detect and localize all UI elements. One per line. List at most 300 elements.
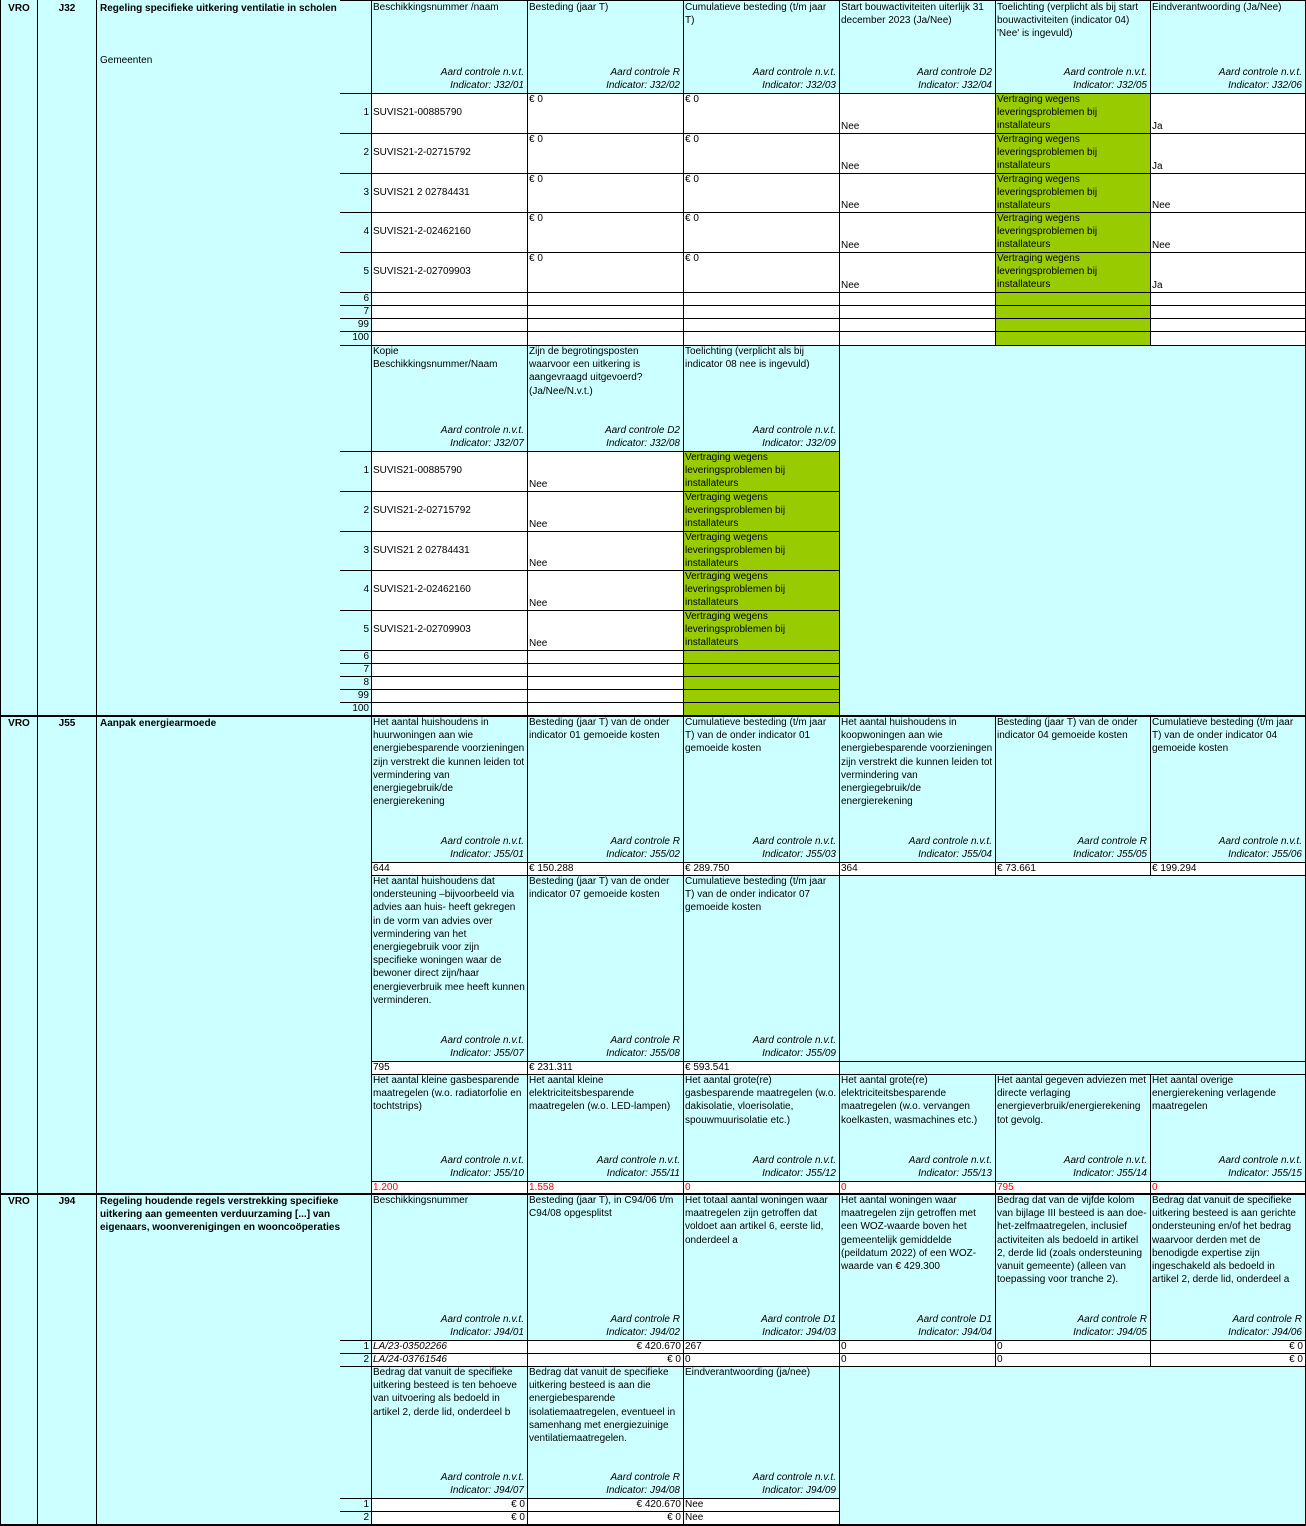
empty-cell[interactable] [1150, 292, 1305, 305]
data-cell[interactable]: Nee [527, 570, 683, 610]
value-cell[interactable]: 364 [839, 862, 995, 875]
header-meta [753, 1154, 836, 1180]
empty-cell[interactable] [527, 702, 683, 715]
data-cell[interactable]: Nee [1150, 212, 1305, 252]
column-header [683, 345, 839, 451]
empty-cell[interactable] [527, 689, 683, 702]
grid-line [340, 318, 1305, 319]
row-number: 2 [363, 1354, 369, 1365]
data-cell[interactable]: Nee [683, 1511, 839, 1524]
regulation-code: J55 [58, 718, 76, 729]
control-type: Aard controle R [610, 835, 680, 847]
data-cell[interactable]: € 0 [527, 173, 683, 212]
grid-line [340, 1353, 1305, 1354]
data-cell[interactable]: SUVIS21-2-02709903 [371, 610, 527, 650]
data-cell[interactable]: SUVIS21-00885790 [371, 93, 527, 133]
header-label: Kopie Beschikkingsnummer/Naam [373, 346, 498, 371]
dept-code: VRO [8, 1196, 30, 1207]
data-cell[interactable]: LA/24-03761546 [371, 1353, 527, 1366]
control-type: Aard controle D2 [916, 66, 992, 78]
data-cell[interactable]: Nee [839, 173, 995, 212]
column-header [995, 1194, 1150, 1340]
control-type: Aard controle R [610, 1471, 680, 1483]
data-cell[interactable]: Ja [1150, 252, 1305, 292]
header-meta [441, 1471, 524, 1497]
empty-cell[interactable] [527, 305, 683, 318]
empty-cell[interactable] [1150, 305, 1305, 318]
column-header [683, 875, 839, 1061]
grid-line [340, 93, 1305, 94]
empty-cell[interactable] [683, 676, 839, 689]
empty-cell[interactable] [371, 663, 527, 676]
comment-cell[interactable]: Vertraging wegens leveringsproblemen bij installateurs [995, 173, 1150, 212]
value-cell[interactable]: € 199.294 [1150, 862, 1305, 875]
data-cell[interactable]: LA/23-03502266 [371, 1340, 527, 1353]
column-header [371, 345, 527, 451]
value-cell[interactable]: € 289.750 [683, 862, 839, 875]
column-header [683, 1, 839, 93]
header-meta [441, 66, 524, 92]
column-header [527, 716, 683, 862]
control-type: Aard controle R [610, 66, 680, 78]
data-cell[interactable]: Nee [527, 451, 683, 491]
column-header [995, 1074, 1150, 1181]
empty-cell[interactable] [371, 676, 527, 689]
value-cell[interactable]: 0 [1150, 1181, 1305, 1193]
control-type: Aard controle n.v.t. [440, 1154, 524, 1166]
header-meta [1219, 835, 1302, 861]
empty-cell[interactable] [371, 702, 527, 715]
comment-cell[interactable]: Vertraging wegens leveringsproblemen bij installateurs [995, 252, 1150, 292]
row-number: 2 [363, 505, 369, 517]
grid-line [37, 0, 38, 1526]
header-meta [441, 1034, 524, 1060]
grid-line [340, 689, 839, 690]
row-number: 99 [357, 690, 369, 701]
row-number: 5 [363, 266, 369, 278]
indicator-code: Indicator: J94/05 [1073, 1326, 1147, 1338]
comment-cell[interactable]: Vertraging wegens leveringsproblemen bij installateurs [683, 610, 839, 650]
grid-line [340, 1340, 1305, 1341]
grid-line [683, 1366, 684, 1524]
header-meta [909, 835, 992, 861]
header-meta [1219, 1154, 1302, 1180]
comment-cell[interactable]: Vertraging wegens leveringsproblemen bij installateurs [683, 491, 839, 531]
value-cell[interactable]: 644 [371, 862, 527, 875]
grid-line [340, 212, 1305, 213]
grid-line [1150, 716, 1151, 875]
control-type: Aard controle n.v.t. [1218, 1154, 1302, 1166]
data-cell[interactable]: Nee [527, 610, 683, 650]
header-meta [753, 835, 836, 861]
header-meta [1219, 66, 1302, 92]
column-header [839, 1194, 995, 1340]
row-number: 1 [363, 465, 369, 477]
empty-cell[interactable] [1150, 331, 1305, 345]
header-label: Beschikkingsnummer /naam [373, 2, 499, 13]
header-meta [606, 1471, 680, 1497]
data-cell[interactable]: SUVIS21-2-02709903 [371, 252, 527, 292]
row-number: 5 [363, 624, 369, 636]
grid-line [839, 875, 840, 1074]
indicator-code: Indicator: J55/04 [918, 848, 992, 860]
header-label: Het aantal overige energierekening verlagende maatregelen [1152, 1075, 1276, 1113]
control-type: Aard controle D2 [604, 424, 680, 436]
grid-line [340, 610, 839, 611]
data-cell[interactable]: 0 [839, 1353, 995, 1366]
header-label: Besteding (jaar T) van de onder indicator 01 gemoeide kosten [529, 717, 670, 742]
control-type: Aard controle n.v.t. [440, 1471, 524, 1483]
data-cell[interactable]: € 0 [527, 1353, 683, 1366]
grid-line [340, 0, 1305, 1]
data-cell[interactable]: € 0 [683, 93, 839, 133]
control-type: Aard controle n.v.t. [752, 66, 836, 78]
empty-cell[interactable] [683, 702, 839, 715]
data-cell[interactable]: € 420.670 [527, 1340, 683, 1353]
empty-cell[interactable] [527, 676, 683, 689]
control-type: Aard controle R [610, 1034, 680, 1046]
empty-cell[interactable] [683, 650, 839, 663]
row-number: 1 [363, 1499, 369, 1510]
control-type: Aard controle n.v.t. [752, 835, 836, 847]
grid-line [340, 1366, 1305, 1367]
indicator-code: Indicator: J32/05 [1073, 79, 1147, 91]
header-label: Besteding (jaar T), in C94/06 t/m C94/08 opgesplitst [529, 1195, 674, 1220]
header-meta [753, 66, 836, 92]
grid-line [527, 716, 528, 875]
data-cell[interactable]: Nee [1150, 173, 1305, 212]
header-meta [753, 1471, 836, 1497]
indicator-code: Indicator: J94/08 [606, 1484, 680, 1496]
data-cell[interactable]: SUVIS21 2 02784431 [371, 531, 527, 570]
control-type: Aard controle n.v.t. [440, 835, 524, 847]
data-cell[interactable]: SUVIS21-00885790 [371, 451, 527, 491]
empty-cell[interactable] [527, 331, 683, 345]
empty-cell[interactable] [683, 318, 839, 331]
data-cell[interactable]: € 0 [371, 1511, 527, 1524]
empty-cell[interactable] [371, 318, 527, 331]
control-type: Aard controle n.v.t. [752, 1471, 836, 1483]
data-cell[interactable]: SUVIS21-2-02715792 [371, 491, 527, 531]
grid-line [371, 875, 372, 1074]
comment-cell[interactable]: Vertraging wegens leveringsproblemen bij installateurs [995, 133, 1150, 173]
data-cell[interactable]: Ja [1150, 133, 1305, 173]
empty-cell[interactable] [683, 305, 839, 318]
column-header [371, 1, 527, 93]
data-cell[interactable]: € 0 [527, 1511, 683, 1524]
indicator-code: Indicator: J55/05 [1073, 848, 1147, 860]
header-meta [1073, 835, 1147, 861]
indicator-code: Indicator: J55/09 [762, 1047, 836, 1059]
grid-line [0, 715, 1306, 717]
column-header [683, 716, 839, 862]
data-cell[interactable]: Nee [839, 212, 995, 252]
dept-code: VRO [8, 3, 30, 14]
grid-line [995, 716, 996, 875]
grid-line [527, 1074, 528, 1193]
indicator-code: Indicator: J94/04 [918, 1326, 992, 1338]
empty-cell[interactable] [527, 650, 683, 663]
header-meta [1064, 66, 1147, 92]
empty-cell[interactable] [995, 305, 1150, 318]
grid-line [683, 345, 684, 715]
value-cell[interactable]: € 150.288 [527, 862, 683, 875]
indicator-code: Indicator: J55/03 [762, 848, 836, 860]
indicator-code: Indicator: J94/07 [450, 1484, 524, 1496]
comment-cell[interactable]: Vertraging wegens leveringsproblemen bij installateurs [995, 212, 1150, 252]
data-cell[interactable]: € 0 [683, 133, 839, 173]
row-number: 8 [363, 677, 369, 688]
grid-line [1150, 1074, 1151, 1193]
header-label: Beschikkingsnummer [373, 1195, 469, 1206]
column-header [1150, 1, 1305, 93]
row-number: 100 [352, 332, 369, 343]
empty-cell[interactable] [995, 318, 1150, 331]
data-cell[interactable]: € 0 [683, 173, 839, 212]
regulation-subtitle: Gemeenten [100, 55, 153, 66]
control-type: Aard controle n.v.t. [1063, 1154, 1147, 1166]
empty-cell[interactable] [839, 305, 995, 318]
indicator-code: Indicator: J55/07 [450, 1047, 524, 1059]
empty-cell[interactable] [371, 331, 527, 345]
data-cell[interactable]: € 0 [683, 252, 839, 292]
comment-cell[interactable]: Vertraging wegens leveringsproblemen bij installateurs [683, 531, 839, 570]
control-type: Aard controle n.v.t. [752, 1154, 836, 1166]
comment-cell[interactable]: Vertraging wegens leveringsproblemen bij installateurs [683, 570, 839, 610]
empty-cell[interactable] [995, 331, 1150, 345]
empty-cell[interactable] [371, 650, 527, 663]
header-label: Het aantal grote(re) elektriciteitsbesparende maatregelen (w.o. vervangen koelkasten, wasmachines etc.) [841, 1075, 978, 1126]
grid-line [527, 345, 528, 715]
grid-line [340, 1498, 839, 1499]
empty-cell[interactable] [683, 331, 839, 345]
header-label: Zijn de begrotingsposten waarvoor een uitkering is aangevraagd uitgevoerd? (Ja/Nee/N.v.t.) [529, 346, 643, 397]
indicator-code: Indicator: J32/09 [762, 437, 836, 449]
header-label: Besteding (jaar T) [529, 2, 609, 13]
regulation-title: Regeling houdende regels verstrekking specifieke uitkering aan gemeenten verduurzaming [...] van eigenaars, woonverenigingen en wooncoöperaties [100, 1196, 341, 1234]
header-meta [1064, 1154, 1147, 1180]
column-header [995, 716, 1150, 862]
column-header [527, 345, 683, 451]
control-type: Aard controle n.v.t. [1063, 66, 1147, 78]
header-label: Het aantal huishoudens dat ondersteuning –bijvoorbeeld via advies aan huis- heeft gekregen in de vorm van advies over vermindering van het energiegebruik voor zijn specifieke woningen waar de bewoner direct zijn/haar energieverbruik mee heeft kunnen verminderen. [373, 876, 525, 1006]
empty-cell[interactable] [683, 292, 839, 305]
data-cell[interactable]: 0 [839, 1340, 995, 1353]
grid-line [340, 676, 839, 677]
data-cell[interactable]: € 0 [527, 93, 683, 133]
grid-line [340, 702, 839, 703]
empty-cell[interactable] [683, 689, 839, 702]
column-header [371, 716, 527, 862]
grid-line [371, 1061, 1305, 1062]
grid-line [371, 1074, 1305, 1075]
data-cell[interactable]: Nee [527, 531, 683, 570]
header-label: Het totaal aantal woningen waar maatregelen zijn getroffen dat voldoet aan artikel 6, eerste lid, onderdeel a [685, 1195, 828, 1246]
header-meta [606, 1313, 680, 1339]
indicator-code: Indicator: J32/08 [606, 437, 680, 449]
data-cell[interactable]: € 0 [527, 252, 683, 292]
indicator-code: Indicator: J55/01 [450, 848, 524, 860]
data-cell[interactable]: SUVIS21-2-02462160 [371, 570, 527, 610]
empty-cell[interactable] [527, 663, 683, 676]
data-cell[interactable]: 0 [683, 1353, 839, 1366]
grid-line [340, 345, 1305, 346]
header-meta [441, 1154, 524, 1180]
comment-cell[interactable]: Vertraging wegens leveringsproblemen bij installateurs [683, 451, 839, 491]
empty-cell[interactable] [995, 292, 1150, 305]
header-label: Het aantal kleine gasbesparende maatregelen (w.o. radiatorfolie en tochtstrips) [373, 1075, 522, 1113]
regulation-title: Aanpak energiearmoede [100, 718, 217, 729]
empty-cell[interactable] [371, 292, 527, 305]
empty-cell[interactable] [839, 318, 995, 331]
data-cell[interactable]: Nee [527, 491, 683, 531]
control-type: Aard controle n.v.t. [752, 424, 836, 436]
control-type: Aard controle n.v.t. [440, 1313, 524, 1325]
indicator-code: Indicator: J94/06 [1228, 1326, 1302, 1338]
data-cell[interactable]: Ja [1150, 93, 1305, 133]
header-label: Het aantal woningen waar maatregelen zijn getroffen met een WOZ-waarde boven het gemeentelijk gemiddelde (peildatum 2022) of een WOZ-waarde van € 429.300 [841, 1195, 977, 1273]
header-label: Eindverantwoording (Ja/Nee) [1152, 2, 1282, 13]
grid-line [340, 1511, 839, 1512]
row-number: 1 [363, 107, 369, 119]
column-header [527, 1074, 683, 1181]
grid-line [995, 1074, 996, 1193]
column-header [1150, 1194, 1305, 1340]
header-meta [761, 1313, 836, 1339]
indicator-code: Indicator: J94/03 [762, 1326, 836, 1338]
value-cell[interactable]: 1.558 [527, 1181, 683, 1193]
indicator-code: Indicator: J94/02 [606, 1326, 680, 1338]
row-number: 6 [363, 293, 369, 304]
control-type: Aard controle D1 [916, 1313, 992, 1325]
header-meta [597, 1154, 680, 1180]
value-cell[interactable]: € 73.661 [995, 862, 1150, 875]
column-header [683, 1074, 839, 1181]
header-label: Cumulatieve besteding (t/m jaar T) van de onder indicator 01 gemoeide kosten [685, 717, 827, 755]
data-cell[interactable]: € 0 [1150, 1340, 1305, 1353]
data-cell[interactable]: Nee [683, 1498, 839, 1511]
data-cell[interactable]: 0 [995, 1340, 1150, 1353]
control-type: Aard controle n.v.t. [440, 424, 524, 436]
data-cell[interactable]: 0 [995, 1353, 1150, 1366]
header-label: Het aantal gegeven adviezen met directe verlaging energieverbruik/energierekening tot gevolg. [997, 1075, 1146, 1126]
header-label: Het aantal kleine elektriciteitsbesparende maatregelen (w.o. LED-lampen) [529, 1075, 671, 1113]
column-header [1150, 1074, 1305, 1181]
grid-line [340, 292, 1305, 293]
data-cell[interactable]: € 0 [527, 133, 683, 173]
header-meta [753, 424, 836, 450]
header-meta [441, 835, 524, 861]
value-cell[interactable]: € 231.311 [527, 1061, 683, 1074]
empty-cell[interactable] [371, 305, 527, 318]
grid-line [371, 1366, 372, 1524]
row-number: 2 [363, 147, 369, 159]
grid-line [340, 305, 1305, 306]
control-type: Aard controle n.v.t. [752, 1034, 836, 1046]
data-cell[interactable]: € 0 [527, 212, 683, 252]
data-cell[interactable]: SUVIS21-2-02462160 [371, 212, 527, 252]
header-label: Cumulatieve besteding (t/m jaar T) van de onder indicator 04 gemoeide kosten [1152, 717, 1294, 755]
indicator-code: Indicator: J55/11 [606, 1167, 680, 1179]
value-cell[interactable]: 795 [995, 1181, 1150, 1193]
grid-line [683, 716, 684, 875]
grid-line [96, 0, 97, 1526]
grid-line [683, 875, 684, 1074]
empty-cell[interactable] [683, 663, 839, 676]
header-label: Het aantal huishoudens in huurwoningen aan wie energiebesparende voorzieningen zijn verstrekt die kunnen leiden tot vermindering van energiegebruik/de energierekening [373, 717, 525, 808]
grid-line [371, 862, 1305, 863]
control-type: Aard controle n.v.t. [440, 1034, 524, 1046]
data-cell[interactable]: Nee [839, 133, 995, 173]
indicator-code: Indicator: J32/04 [918, 79, 992, 91]
row-number: 7 [363, 664, 369, 675]
data-cell[interactable]: Nee [839, 252, 995, 292]
header-meta [605, 424, 680, 450]
value-cell[interactable]: 1.200 [371, 1181, 527, 1193]
column-header [839, 1, 995, 93]
grid-line [340, 663, 839, 664]
header-label: Cumulatieve besteding (t/m jaar T) van de onder indicator 07 gemoeide kosten [685, 876, 827, 914]
grid-line [340, 173, 1305, 174]
control-type: Aard controle n.v.t. [1218, 835, 1302, 847]
regulation-code: J94 [58, 1196, 76, 1207]
value-cell[interactable]: € 593.541 [683, 1061, 839, 1074]
data-cell[interactable]: € 420.670 [527, 1498, 683, 1511]
empty-cell[interactable] [527, 292, 683, 305]
header-meta [441, 424, 524, 450]
indicator-code: Indicator: J55/08 [606, 1047, 680, 1059]
data-cell[interactable]: SUVIS21 2 02784431 [371, 173, 527, 212]
header-label: Besteding (jaar T) van de onder indicator 04 gemoeide kosten [997, 717, 1138, 742]
header-label: Het aantal huishoudens in koopwoningen aan wie energiebesparende voorzieningen zijn verstrekt die kunnen leiden tot vermindering van energiegebruik/de energierekening [841, 717, 993, 808]
value-cell[interactable]: 0 [839, 1181, 995, 1193]
header-meta [606, 835, 680, 861]
indicator-code: Indicator: J55/15 [1228, 1167, 1302, 1179]
comment-cell[interactable]: Vertraging wegens leveringsproblemen bij installateurs [995, 93, 1150, 133]
value-cell[interactable]: 0 [683, 1181, 839, 1193]
data-cell[interactable]: Nee [839, 93, 995, 133]
empty-cell[interactable] [1150, 318, 1305, 331]
empty-cell[interactable] [839, 292, 995, 305]
indicator-code: Indicator: J32/02 [606, 79, 680, 91]
grid-line [839, 345, 840, 715]
data-cell[interactable]: 267 [683, 1340, 839, 1353]
dept-code: VRO [8, 718, 30, 729]
header-label: Eindverantwoording (ja/nee) [685, 1367, 811, 1378]
value-cell[interactable]: 795 [371, 1061, 527, 1074]
empty-cell[interactable] [839, 331, 995, 345]
row-number: 100 [352, 703, 369, 714]
data-cell[interactable]: € 0 [371, 1498, 527, 1511]
data-cell[interactable]: € 0 [1150, 1353, 1305, 1366]
empty-cell[interactable] [527, 318, 683, 331]
header-meta [441, 1313, 524, 1339]
column-header [527, 1194, 683, 1340]
column-header [371, 875, 527, 1061]
indicator-code: Indicator: J32/07 [450, 437, 524, 449]
data-cell[interactable]: € 0 [683, 212, 839, 252]
row-number: 3 [363, 186, 369, 198]
empty-cell[interactable] [371, 689, 527, 702]
grid-line [527, 1366, 528, 1524]
grid-line [371, 716, 372, 875]
grid-line [0, 1193, 1306, 1195]
grid-line [527, 875, 528, 1074]
data-cell[interactable]: SUVIS21-2-02715792 [371, 133, 527, 173]
column-header [839, 716, 995, 862]
grid-line [839, 1074, 840, 1193]
grid-line [839, 1366, 840, 1524]
